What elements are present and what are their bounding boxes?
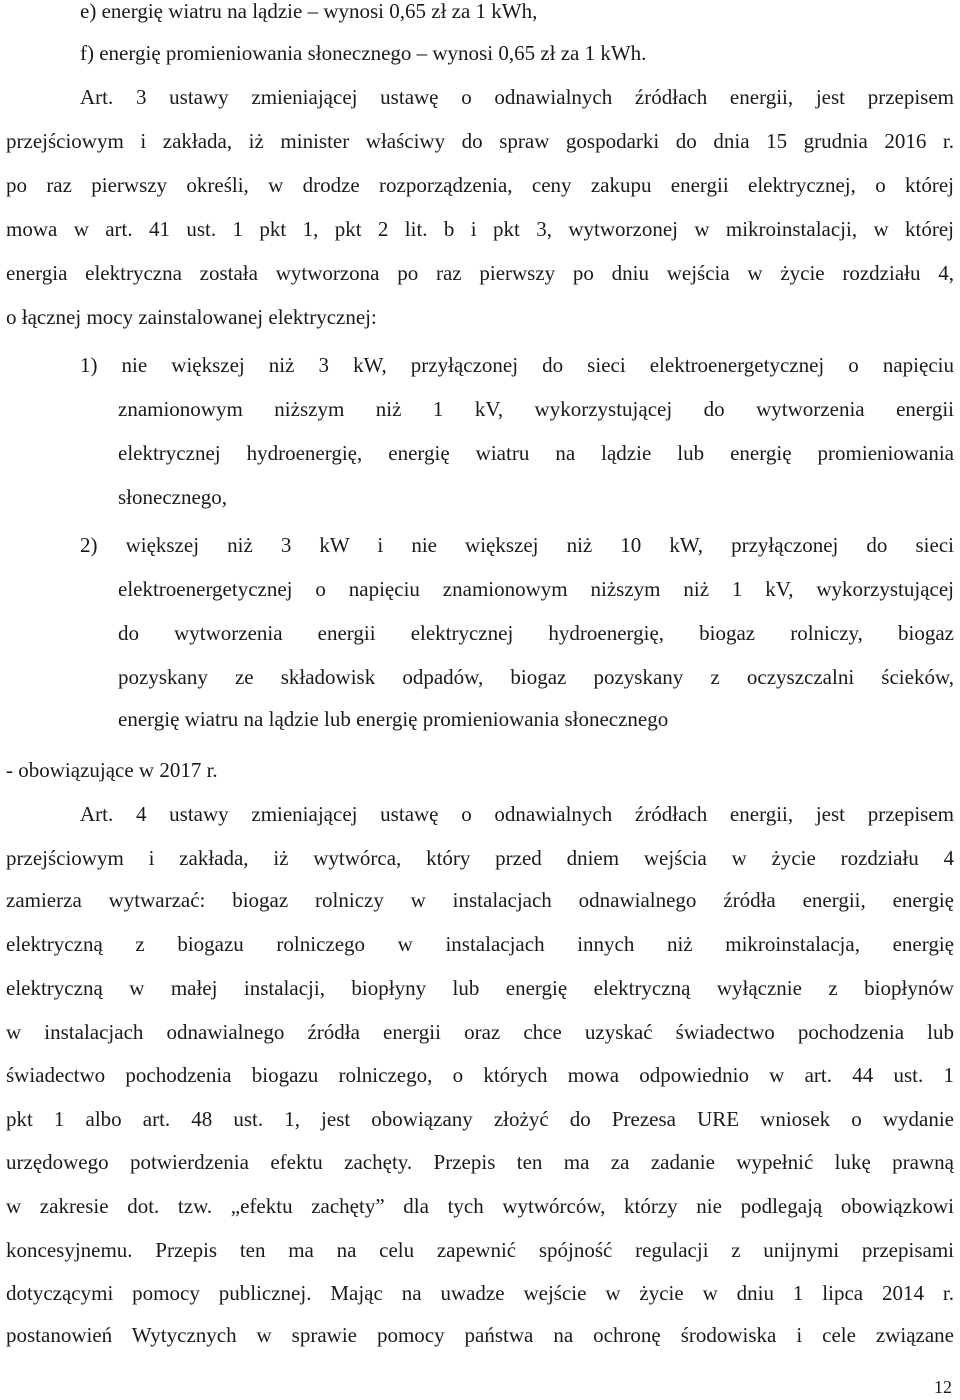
paragraph-art4-line: urzędowego potwierdzenia efektu zachęty. Przepis ten ma za zadanie wypełnić lukę prawną	[6, 1150, 954, 1174]
paragraph-art3-line: przejściowym i zakłada, iż minister właściwy do spraw gospodarki do dnia 15 grudnia 2016 r.	[6, 129, 954, 153]
paragraph-art4-line: Art. 4 ustawy zmieniającej ustawę o odnawialnych źródłach energii, jest przepisem	[80, 802, 954, 826]
list-item-1-line: słonecznego,	[118, 485, 228, 509]
page-number: 12	[934, 1377, 952, 1397]
list-item-1: 1) nie większej niż 3 kW, przyłączonej do sieci elektroenergetycznej o napięciu	[80, 353, 954, 377]
paragraph-art3-line: o łącznej mocy zainstalowanej elektrycznej:	[6, 305, 377, 329]
paragraph-art4-line: elektryczną z biogazu rolniczego w instalacjach innych niż mikroinstalacja, energię	[6, 932, 954, 956]
list-item-2-line: elektroenergetycznej o napięciu znamionowym niższym niż 1 kV, wykorzystującej	[118, 577, 954, 601]
paragraph-art3-line: energia elektryczna została wytworzona po raz pierwszy po dniu wejścia w życie rozdziału 4,	[6, 261, 954, 285]
list-item-e: e) energię wiatru na lądzie – wynosi 0,65 zł za 1 kWh,	[80, 0, 538, 23]
paragraph-art4-line: w zakresie dot. tzw. „efektu zachęty” dla tych wytwórców, którzy nie podlegają obowiązkowi	[6, 1194, 954, 1218]
paragraph-art4-line: postanowień Wytycznych w sprawie pomocy państwa na ochronę środowiska i cele związane	[6, 1323, 954, 1347]
list-item-f: f) energię promieniowania słonecznego – wynosi 0,65 zł za 1 kWh.	[80, 41, 647, 65]
closing-note: - obowiązujące w 2017 r.	[6, 758, 218, 782]
paragraph-art4-line: dotyczącymi pomocy publicznej. Mając na uwadze wejście w życie w dniu 1 lipca 2014 r.	[6, 1281, 954, 1305]
paragraph-art4-line: elektryczną w małej instalacji, biopłyny lub energię elektryczną wyłącznie z biopłynów	[6, 976, 954, 1000]
paragraph-art4-line: pkt 1 albo art. 48 ust. 1, jest obowiązany złożyć do Prezesa URE wniosek o wydanie	[6, 1107, 954, 1131]
paragraph-art4-line: świadectwo pochodzenia biogazu rolniczego, o których mowa odpowiednio w art. 44 ust. 1	[6, 1063, 954, 1087]
paragraph-art4-line: koncesyjnemu. Przepis ten ma na celu zapewnić spójność regulacji z unijnymi przepisami	[6, 1238, 954, 1262]
paragraph-art3-line: po raz pierwszy określi, w drodze rozporządzenia, ceny zakupu energii elektrycznej, o której	[6, 173, 954, 197]
list-item-1-line: elektrycznej hydroenergię, energię wiatru na lądzie lub energię promieniowania	[118, 441, 954, 465]
list-item-1-line: znamionowym niższym niż 1 kV, wykorzystującej do wytworzenia energii	[118, 397, 954, 421]
paragraph-art3-line: mowa w art. 41 ust. 1 pkt 1, pkt 2 lit. b i pkt 3, wytworzonej w mikroinstalacji, w której	[6, 217, 954, 241]
list-item-2: 2) większej niż 3 kW i nie większej niż 10 kW, przyłączonej do sieci	[80, 533, 954, 557]
list-item-2-line: energię wiatru na lądzie lub energię promieniowania słonecznego	[118, 707, 669, 731]
paragraph-art4-line: przejściowym i zakłada, iż wytwórca, który przed dniem wejścia w życie rozdziału 4	[6, 846, 954, 870]
paragraph-art4-line: w instalacjach odnawialnego źródła energii oraz chce uzyskać świadectwo pochodzenia lub	[6, 1020, 954, 1044]
paragraph-art4-line: zamierza wytwarzać: biogaz rolniczy w instalacjach odnawialnego źródła energii, energię	[6, 888, 954, 912]
list-item-2-line: pozyskany ze składowisk odpadów, biogaz pozyskany z oczyszczalni ścieków,	[118, 665, 954, 689]
list-item-2-line: do wytworzenia energii elektrycznej hydroenergię, biogaz rolniczy, biogaz	[118, 621, 954, 645]
paragraph-art3-line: Art. 3 ustawy zmieniającej ustawę o odnawialnych źródłach energii, jest przepisem	[80, 85, 954, 109]
